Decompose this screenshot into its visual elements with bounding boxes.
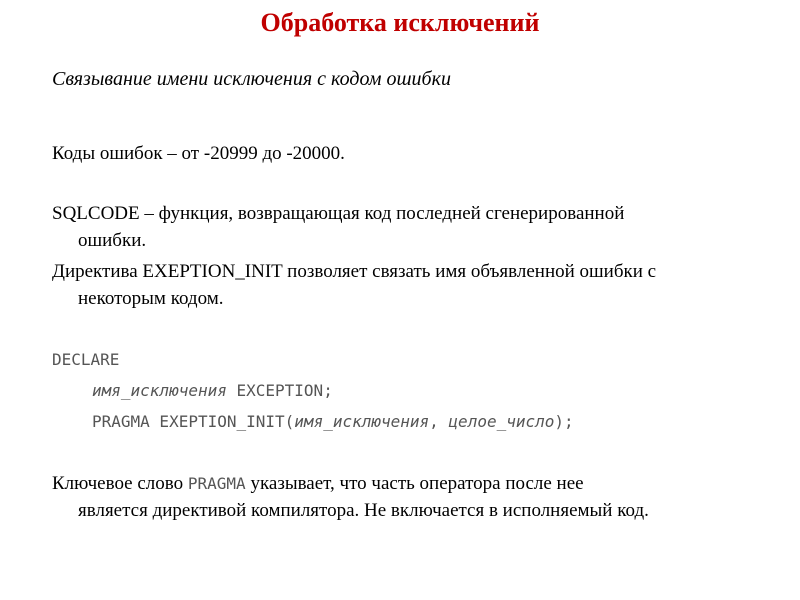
pragma-line2: является директивой компилятора. Не включается в исполняемый код. bbox=[78, 500, 649, 521]
code-pragma-suffix: ); bbox=[554, 412, 574, 431]
sqlcode-paragraph bbox=[52, 200, 772, 254]
slide-subtitle: Связывание имени исключения с кодом ошибки bbox=[52, 68, 451, 90]
slide-title: Обработка исключений bbox=[260, 8, 540, 37]
code-exception-name: имя_исключения bbox=[92, 381, 227, 400]
error-codes-paragraph: Коды ошибок – от -20999 до -20000. bbox=[52, 143, 345, 164]
exeption-init-paragraph bbox=[52, 258, 772, 312]
code-pragma-line bbox=[92, 412, 574, 431]
pragma-paragraph bbox=[52, 470, 772, 524]
code-pragma-prefix: PRAGMA EXEPTION_INIT( bbox=[92, 412, 295, 431]
code-pragma-arg2: целое_число bbox=[448, 412, 555, 431]
code-pragma-arg1: имя_исключения bbox=[294, 412, 430, 431]
pragma-keyword: PRAGMA bbox=[187, 474, 246, 493]
code-declare: DECLARE bbox=[52, 350, 120, 369]
sqlcode-line2: ошибки. bbox=[78, 230, 147, 251]
code-exception-keyword: EXCEPTION; bbox=[226, 381, 333, 400]
pragma-prefix: Ключевое слово bbox=[52, 473, 188, 494]
exeption-init-line2: некоторым кодом. bbox=[78, 288, 224, 309]
pragma-suffix: указывает, что часть оператора после нее bbox=[245, 473, 584, 494]
sqlcode-line1: SQLCODE – функция, возвращающая код последней сгенерированной bbox=[52, 203, 625, 224]
code-exception-line bbox=[92, 381, 333, 400]
exeption-init-line1: Директива EXEPTION_INIT позволяет связать имя объявленной ошибки с bbox=[52, 261, 657, 282]
code-pragma-sep: , bbox=[429, 412, 449, 431]
